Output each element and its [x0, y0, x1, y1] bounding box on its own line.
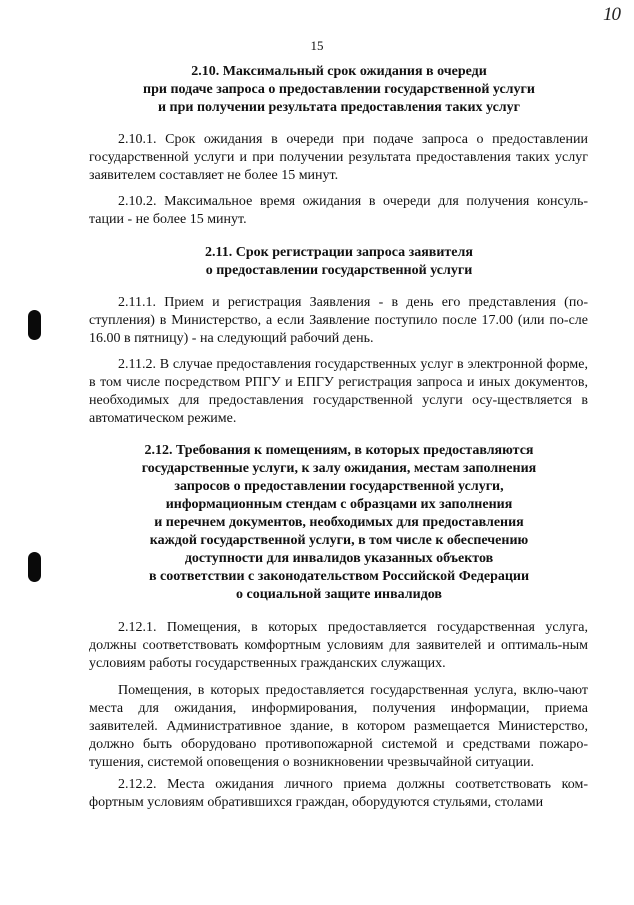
- paragraph-2-11-2: 2.11.2. В случае предоставления государственных услуг в электронной форме, в том числе посредством РПГУ и ЕПГУ регистрация запроса и иных документов, необходимых для предоставления государственной услуги осу-ществляется в автоматическом режиме.: [89, 357, 588, 426]
- heading-line: 2.12. Требования к помещениям, в которых предоставляются: [144, 443, 534, 458]
- section-heading-2-11: [88, 244, 590, 280]
- paragraph-2-11-1: 2.11.1. Прием и регистрация Заявления - в день его представления (по-ступления) в Министерство, а если Заявление поступило после 17.00 (или по-сле 16.00 в пятницу) - на следующий рабочий день.: [89, 295, 588, 346]
- heading-line: государственные услуги, к залу ожидания, местам заполнения: [141, 461, 537, 476]
- heading-line: при подаче запроса о предоставлении государственной услуги: [143, 82, 535, 97]
- page-number: 15: [310, 38, 324, 53]
- heading-line: в соответствии с законодательством Российской Федерации: [148, 569, 530, 584]
- handwritten-page-number: 10: [603, 4, 620, 25]
- heading-line: и при получении результата предоставления таких услуг: [157, 100, 521, 115]
- heading-line: доступности для инвалидов указанных объектов: [184, 551, 494, 566]
- paragraph-premises: Помещения, в которых предоставляется государственная услуга, вклю-чают места для ожидания, информирования, получения информации, приема заявителей. Административное здание, в котором размещается Министерство, должно быть оборудовано противопожарной системой и средствами пожаро-тушения, системой оповещения о возникновении чрезвычайной ситуации.: [89, 683, 588, 770]
- heading-line: запросов о предоставлении государственной услуги,: [174, 479, 504, 494]
- heading-line: 2.11. Срок регистрации запроса заявителя: [205, 245, 473, 260]
- heading-line: о предоставлении государственной услуги: [205, 263, 473, 278]
- paragraph-2-10-2: 2.10.2. Максимальное время ожидания в очереди для получения консуль-тации - не более 15 минут.: [89, 194, 588, 227]
- paragraph-2-12-2: 2.12.2. Места ожидания личного приема должны соответствовать ком-фортным условиям обратившихся граждан, оборудуются стульями, столами: [89, 777, 588, 810]
- section-heading-2-10: [88, 63, 590, 117]
- section-heading-2-12: [88, 442, 590, 604]
- binder-hole-mark: [28, 552, 41, 582]
- heading-line: 2.10. Максимальный срок ожидания в очереди: [191, 64, 487, 79]
- heading-line: каждой государственной услуги, в том числе к обеспечению: [149, 533, 529, 548]
- paragraph-2-12-1: 2.12.1. Помещения, в которых предоставляется государственная услуга, должны соответствовать комфортным условиям для заявителей и оптималь-ным условиям работы государственных гражданских служащих.: [89, 620, 588, 671]
- heading-line: о социальной защите инвалидов: [236, 587, 442, 602]
- binder-hole-mark: [28, 310, 41, 340]
- paragraph-2-10-1: 2.10.1. Срок ожидания в очереди при подаче запроса о предоставлении государственной услуги и при получении результата предоставления таких услуг заявителем составляет не более 15 минут.: [89, 132, 588, 183]
- heading-line: информационным стендам с образцами их заполнения: [165, 497, 513, 512]
- heading-line: и перечнем документов, необходимых для предоставления: [154, 515, 524, 530]
